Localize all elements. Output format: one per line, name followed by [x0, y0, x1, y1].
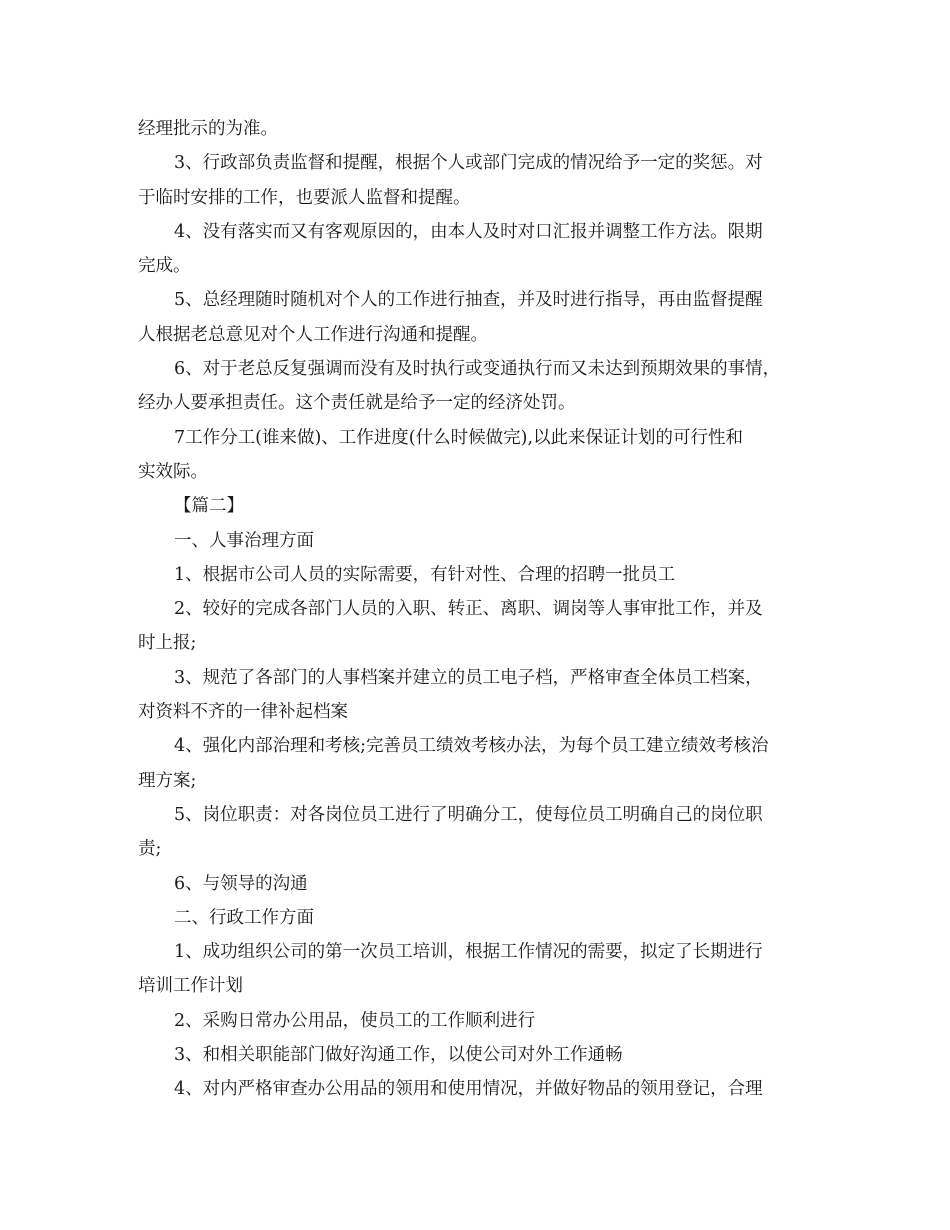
text-line: 理方案; [138, 770, 197, 791]
subsection-heading-hr: 一、人事治理方面 [174, 530, 314, 551]
document-body [138, 112, 818, 1107]
text-line: 6、与领导的沟通 [174, 873, 308, 894]
text-line: 对资料不齐的一律补起档案 [138, 702, 348, 723]
text-line: 实效际。 [138, 461, 208, 482]
text-line: 6、对于老总反复强调而没有及时执行或变通执行而又未达到预期效果的事情， [174, 359, 781, 380]
text-line: 3、和相关职能部门做好沟通工作，以使公司对外工作通畅 [174, 1045, 623, 1066]
subsection-heading-admin: 二、行政工作方面 [174, 907, 314, 928]
text-line: 1、成功组织公司的第一次员工培训，根据工作情况的需要，拟定了长期进行 [174, 942, 763, 963]
text-line: 时上报; [138, 633, 197, 654]
text-line: 人根据老总意见对个人工作进行沟通和提醒。 [138, 324, 488, 345]
text-line: 3、规范了各部门的人事档案并建立的员工电子档，严格审查全体员工档案， [174, 667, 763, 688]
text-line: 培训工作计划 [138, 976, 243, 997]
text-line: 经理批示的为准。 [138, 119, 278, 139]
text-line: 5、总经理随时随机对个人的工作进行抽查，并及时进行指导，再由监督提醒 [174, 290, 763, 311]
text-line: 责; [138, 839, 162, 860]
text-line: 2、采购日常办公用品，使员工的工作顺利进行 [174, 1010, 536, 1031]
text-line: 4、对内严格审查办公用品的领用和使用情况，并做好物品的领用登记，合理 [174, 1079, 763, 1100]
text-line: 2、较好的完成各部门人员的入职、转正、离职、调岗等人事审批工作，并及 [174, 599, 763, 620]
text-line: 4、没有落实而又有客观原因的，由本人及时对口汇报并调整工作方法。限期 [174, 221, 763, 242]
text-line: 3、行政部负责监督和提醒，根据个人或部门完成的情况给予一定的奖惩。对 [174, 153, 763, 174]
text-line: 4、强化内部治理和考核;完善员工绩效考核办法，为每个员工建立绩效考核治 [174, 736, 769, 757]
text-line: 5、岗位职责：对各岗位员工进行了明确分工，使每位员工明确自己的岗位职 [174, 804, 763, 825]
text-line: 7工作分工(谁来做)、工作进度(什么时候做完),以此来保证计划的可行性和 [174, 427, 744, 448]
text-line: 于临时安排的工作，也要派人监督和提醒。 [138, 187, 471, 208]
section-heading-part-two: 【篇二】 [174, 496, 244, 517]
text-line: 1、根据市公司人员的实际需要，有针对性、合理的招聘一批员工 [174, 564, 676, 585]
text-line: 完成。 [138, 256, 191, 277]
text-line: 经办人要承担责任。这个责任就是给予一定的经济处罚。 [138, 393, 576, 414]
